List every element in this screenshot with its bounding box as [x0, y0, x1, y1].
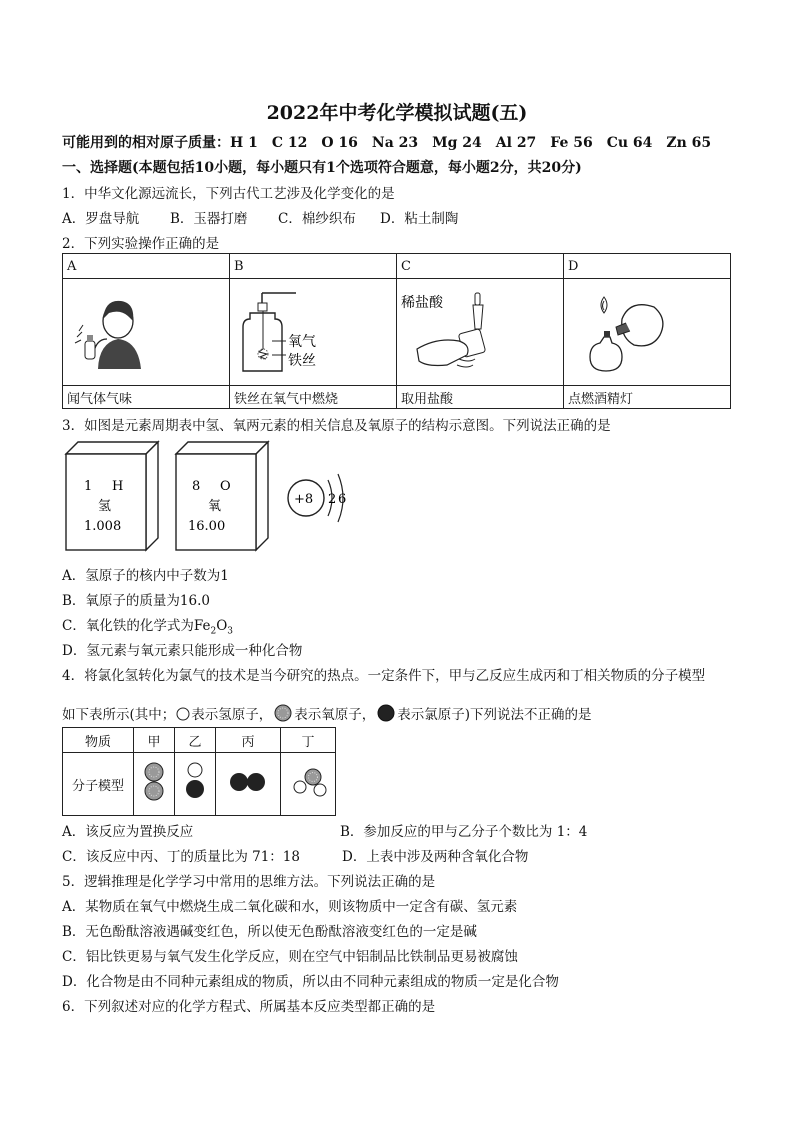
element-diagram [62, 440, 362, 560]
q4-header-bing: 丙 [216, 728, 281, 753]
nucleus-charge: +8 [294, 492, 314, 507]
q3-option-a: A．氢原子的核内中子数为1 [62, 568, 229, 584]
q2-image-d [564, 279, 731, 386]
q4-option-d: D．上表中涉及两种含氧化合物 [342, 849, 529, 865]
hydrogen-card [66, 442, 158, 550]
h-symbol: H [112, 479, 124, 494]
alcohol-lamp-illustration [564, 279, 730, 381]
q1-option-a: A．罗盘导航 [62, 211, 140, 227]
q6-stem: 6．下列叙述对应的化学方程式、所属基本反应类型都正确的是 [62, 999, 436, 1015]
q4-legend-line: 如下表所示(其中； 表示氢原子， 表示氧原子， 表示氯原子)下列说法不正确的是 [62, 703, 592, 723]
section-heading: 一、选择题(本题包括10小题，每小题只有1个选项符合题意，每小题2分，共20分) [62, 160, 582, 176]
q2-caption-c: 取用盐酸 [397, 386, 564, 409]
q2-caption-a: 闻气体气味 [63, 386, 230, 409]
h2o-molecule-icon [283, 757, 333, 807]
q2-header-a: A [63, 254, 230, 279]
q4-header-substance: 物质 [63, 728, 134, 753]
q2-stem: 2．下列实验操作正确的是 [62, 236, 220, 252]
q4-header-ding: 丁 [281, 728, 336, 753]
q5-stem: 5．逻辑推理是化学学习中常用的思维方法。下列说法正确的是 [62, 874, 436, 890]
q2-caption-b: 铁丝在氧气中燃烧 [230, 386, 397, 409]
molecule-yi [175, 753, 216, 816]
q5-option-b: B．无色酚酞溶液遇碱变红色，所以使无色酚酞溶液变红色的一定是碱 [62, 924, 477, 940]
hcl-molecule-icon [180, 757, 210, 807]
q2-image-c [397, 279, 564, 386]
molecule-jia [134, 753, 175, 816]
q5-option-d: D．化合物是由不同种元素组成的物质，所以由不同种元素组成的物质一定是化合物 [62, 974, 559, 990]
hydrogen-atom-icon [175, 707, 191, 721]
q2-header-c: C [397, 254, 564, 279]
shell-1: 2 [328, 492, 337, 507]
oxygen-atom-icon [272, 704, 294, 722]
iron-wire-label: 铁丝 [288, 353, 316, 369]
o2-molecule-icon [139, 757, 169, 807]
iron-wire-burning-illustration [230, 279, 396, 381]
atomic-masses: 可能用到的相对原子质量：H 1 C 12 O 16 Na 23 Mg 24 Al 27 Fe 56 Cu 64 Zn 65 [62, 135, 712, 151]
q4-header-jia: 甲 [134, 728, 175, 753]
q5-option-a: A．某物质在氧气中燃烧生成二氧化碳和水，则该物质中一定含有碳、氢元素 [62, 899, 518, 915]
q2-caption-d: 点燃酒精灯 [564, 386, 731, 409]
oxygen-card [176, 442, 268, 550]
oxygen-atom-structure [288, 474, 346, 522]
q4-header-yi: 乙 [175, 728, 216, 753]
smelling-gas-illustration [63, 279, 229, 381]
q4-option-a: A．该反应为置换反应 [62, 824, 194, 840]
q4-option-b: B．参加反应的甲与乙分子个数比为 1：4 [340, 824, 588, 840]
q2-image-b [230, 279, 397, 386]
cl2-molecule-icon [220, 757, 276, 807]
chlorine-atom-icon [375, 704, 397, 722]
q3-stem: 3．如图是元素周期表中氢、氧两元素的相关信息及氧原子的结构示意图。下列说法正确的是 [62, 418, 611, 434]
fe2o3-formula: $Fe_2O_3$ [193, 618, 234, 637]
h-name: 氢 [98, 499, 112, 514]
q1-option-b: B．玉器打磨 [170, 211, 248, 227]
q1-stem: 1．中华文化源远流长，下列古代工艺涉及化学变化的是 [62, 186, 395, 202]
q2-header-d: D [564, 254, 731, 279]
oxygen-label: 氧气 [288, 334, 316, 350]
h-number: 1 [84, 479, 93, 494]
shell-2: 6 [338, 492, 347, 507]
q4-option-c: C．该反应中丙、丁的质量比为 71：18 [62, 849, 300, 865]
o-name: 氧 [208, 499, 222, 514]
q3-option-d: D．氢元素与氧元素只能形成一种化合物 [62, 643, 303, 659]
molecule-bing [216, 753, 281, 816]
page-title: 2022年中考化学模拟试题(五) [266, 102, 528, 124]
q1-option-d: D．粘土制陶 [380, 211, 459, 227]
taking-acid-illustration [397, 279, 563, 381]
q2-header-b: B [230, 254, 397, 279]
q5-option-c: C．铝比铁更易与氧气发生化学反应，则在空气中铝制品比铁制品更易被腐蚀 [62, 949, 518, 965]
q4-row-label: 分子模型 [63, 753, 134, 816]
o-mass: 16.00 [188, 519, 226, 534]
q1-option-c: C．棉纱织布 [278, 211, 356, 227]
q3-option-b: B．氧原子的质量为16.0 [62, 593, 210, 609]
q3-option-c-text: C．氧化铁的化学式为 [62, 618, 194, 634]
molecule-ding [281, 753, 336, 816]
q2-table [62, 253, 731, 409]
o-symbol: O [220, 479, 231, 494]
o-number: 8 [192, 479, 201, 494]
q4-table [62, 727, 336, 816]
q2-image-a [63, 279, 230, 386]
acid-label: 稀盐酸 [401, 295, 443, 311]
h-mass: 1.008 [84, 519, 122, 534]
q4-stem: 4．将氯化氢转化为氯气的技术是当今研究的热点。一定条件下，甲与乙反应生成丙和丁相关物质的分子模型 [62, 668, 706, 684]
q3-option-c [62, 614, 233, 637]
